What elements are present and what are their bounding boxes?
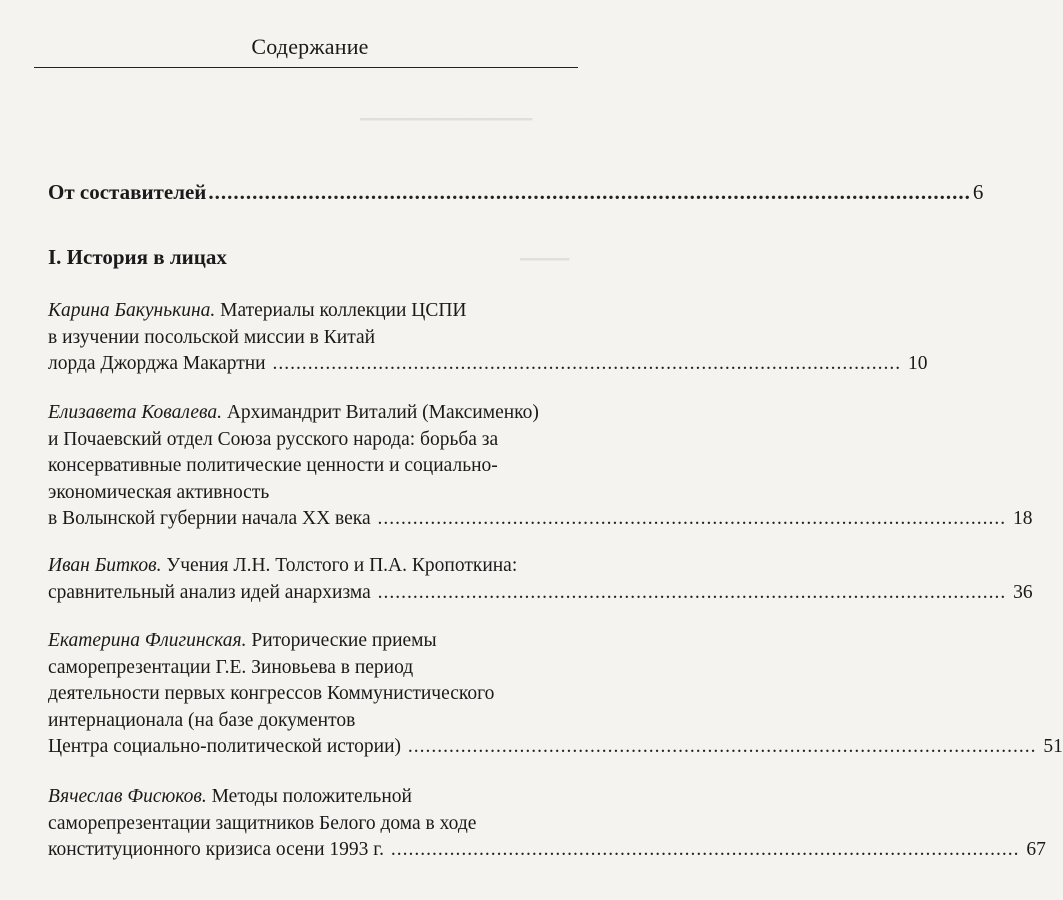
toc-entry-title-line: лорда Джорджа Макартни [48, 353, 266, 375]
toc-entry-title-line: в Волынской губернии начала XX века [48, 508, 371, 530]
toc-entry-line [48, 553, 578, 580]
toc-entry-line [48, 784, 578, 811]
toc-entry-line [48, 628, 578, 655]
toc-entry-author: Елизавета Ковалева. [48, 402, 222, 423]
toc-entry-author: Екатерина Флигинская. [48, 630, 247, 651]
leader-dots: ........................................................................................................... [377, 508, 1007, 530]
toc-entry-page: 36 [1013, 581, 1033, 603]
toc-entry-author: Карина Бакунькина. [48, 300, 216, 321]
toc-entry-line [48, 400, 578, 427]
header-rule [34, 67, 578, 68]
leader-dots: .......................................................................................................................... [208, 180, 971, 204]
toc-entry-line-last [48, 506, 1033, 533]
toc-entry-title-line: Центра социально-политической истории) [48, 736, 402, 758]
leader-dots: ........................................................................................................... [390, 839, 1020, 861]
toc-entry-title-line: экономическая активность [48, 481, 270, 503]
toc-entry-page: 67 [1026, 839, 1046, 861]
leader-dots: ........................................................................................................... [377, 581, 1007, 603]
toc-entry-title-line: конституционного кризиса осени 1993 г. [48, 839, 384, 861]
toc-entry-title-line: консервативные политические ценности и социально- [48, 455, 498, 477]
toc-entry-title-line: саморепрезентации Г.Е. Зиновьева в период [48, 656, 414, 678]
toc-entry-title-line: интернационала (на базе документов [48, 709, 356, 731]
toc-preface-page: 6 [972, 180, 984, 204]
toc-entry-line-last [48, 580, 1033, 607]
toc-entry-title-line: в изучении посольской миссии в Китай [48, 326, 376, 348]
toc-entry [48, 400, 1033, 533]
toc-entry-page: 18 [1013, 508, 1033, 530]
section-heading: I. История в лицах [48, 245, 227, 269]
toc-entry-title-line: и Почаевский отдел Союза русского народа: борьба за [48, 428, 499, 450]
toc-entry-title-line: деятельности первых конгрессов Коммунистического [48, 683, 495, 705]
toc-entry-title-line: Методы положительной [211, 786, 412, 807]
toc-entry [48, 298, 928, 378]
toc-entry [48, 628, 1063, 761]
toc-entry-title-line: Учения Л.Н. Толстого и П.А. Кропоткина: [166, 555, 518, 576]
toc-entry-title-line: Материалы коллекции ЦСПИ [220, 300, 467, 321]
toc-entry-title-line: Риторические приемы [251, 630, 437, 651]
leader-dots: ........................................................................................................... [272, 353, 902, 375]
bleed-through: ▔▔▔▔▔▔▔▔▔▔▔▔▔▔ [360, 120, 533, 137]
toc-entry-line [48, 298, 578, 325]
running-head: Содержание [251, 34, 369, 59]
leader-dots: ........................................................................................................... [407, 736, 1037, 758]
bleed-through: ▔▔▔▔ [520, 260, 570, 277]
toc-entry-page: 10 [907, 353, 928, 375]
toc-entry [48, 553, 1033, 606]
toc-entry-title-line: сравнительный анализ идей анархизма [48, 581, 371, 603]
toc-entry-author: Иван Битков. [48, 555, 162, 576]
toc-entry [48, 784, 1046, 864]
toc-entry-line-last [48, 837, 1046, 864]
toc-entry-title-line: саморепрезентации защитников Белого дома в ходе [48, 812, 477, 834]
toc-entry-author: Вячеслав Фисюков. [48, 786, 207, 807]
toc-entry-page: 51 [1043, 736, 1063, 758]
toc-entry-line-last [48, 351, 928, 378]
toc-preface [48, 178, 984, 206]
toc-entry-title-line: Архимандрит Виталий (Максименко) [226, 402, 539, 423]
toc-preface-title: От составителей [48, 180, 207, 204]
toc-entry-line-last [48, 734, 1063, 761]
